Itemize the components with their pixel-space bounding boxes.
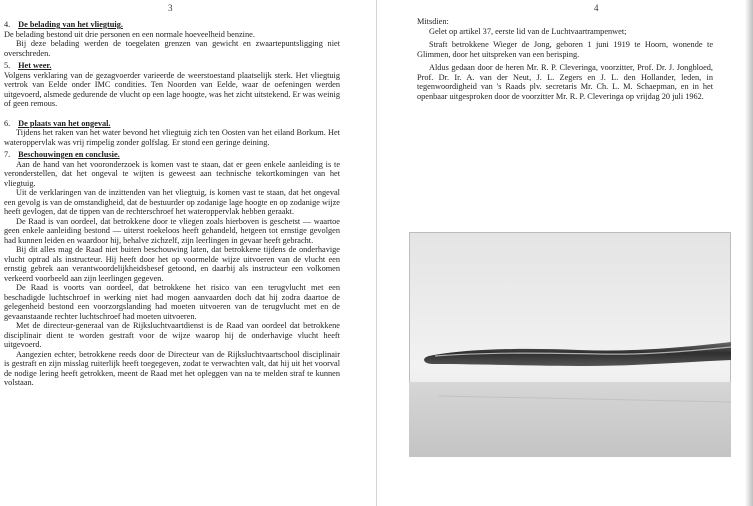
page-number: 3 xyxy=(168,3,173,13)
section-number: 4. xyxy=(4,20,11,29)
left-text-column xyxy=(4,17,340,388)
paragraph: De Raad is van oordeel, dat betrokkene door te vliegen zoals hierboven is geschetst — waartoe geen enkele aanleiding bestond — uiterst roekeloos heeft gehandeld, hetgeen tot ernstige gevolgen had kunnen leiden en waardoor hij, behalve zichzelf, zijn leerlingen in gevaar heeft gebracht. xyxy=(4,216,340,245)
right-text-column xyxy=(417,17,713,101)
section-title: De plaats van het ongeval. xyxy=(18,118,111,128)
left-page xyxy=(0,0,376,506)
paragraph: Aangezien echter, betrokkene reeds door de Directeur van de Rijksluchtvaartschool disciplinair is gestraft en zijn misslag ruiterlijk heeft toegegeven, zodat te verwachten valt, dat hij uit het voorval de nodige lering heeft getrokken, meent de Raad met het opleggen van na te melden straf te kunnen volstaan. xyxy=(4,349,340,387)
paragraph: Gelet op artikel 37, eerste lid van de Luchtvaartrampenwet; xyxy=(429,26,627,36)
propeller-photo xyxy=(409,232,731,457)
paragraph: De Raad is voorts van oordeel, dat betrokkene het risico van een terugvlucht met een beschadigde luchtschroef in werking niet had mogen aanvaarden doch dat hij zodra daartoe de gelegenheid bestond een voorzorgslanding had moeten uitvoeren van de terugvlucht met en de gevaanstaande rechter luchtschroef had moeten uitvoeren. xyxy=(4,283,340,321)
section-title: Beschouwingen en conclusie. xyxy=(18,150,120,159)
paragraph: Met de directeur-generaal van de Rijksluchtvaartdienst is de Raad van oordeel dat betrokkene disciplinair dient te worden gestraft voor de wijze waarop hij de onderhavige vlucht heeft uitgevoerd. xyxy=(4,321,340,349)
section-heading xyxy=(4,61,340,71)
paragraph: Tijdens het raken van het water bevond het vliegtuig zich ten Oosten van het eiland Borkum. Het wateroppervlak was vrij rimpelig zonder golfslag. Er stond een geringe deining. xyxy=(4,128,340,147)
propeller-blade-icon xyxy=(409,232,731,457)
paragraph: Straft betrokkene Wieger de Jong, geboren 1 juni 1919 te Hoorn, wonende te Glimmen, door het uitspreken van een berisping. xyxy=(417,40,713,59)
right-page xyxy=(377,0,753,506)
section-title: Het weer. xyxy=(18,61,52,70)
paragraph: De belading bestond uit drie personen en een normale hoeveelheid benzine. xyxy=(4,29,255,39)
paragraph: Aan de hand van het vooronderzoek is komen vast te staan, dat er geen enkele aanleiding is te veronderstellen, dat het ongeval te wijten is geweest aan technische tekortkomingen van het vliegtuig. xyxy=(4,159,340,188)
page-number: 4 xyxy=(594,3,599,13)
paragraph: Bij dit alles mag de Raad niet buiten beschouwing laten, dat betrokkene tijdens de onderhavige vlucht optrad als instructeur. Hij heeft door het op voormelde wijze uitvoeren van de vlucht een ernstig gebrek aan verantwoordelijkheidsbesef getoond, en daarbij als instructeur een volkomen verkeerd voorbeeld aan zijn leerlingen gegeven. xyxy=(4,245,340,283)
paragraph: Uit de verklaringen van de inzittenden van het vliegtuig, is komen vast te staan, dat het ongeval een gevolg is van de omstandigheid, dat de bestuurder op zodanige lage hoogte en op zodanige wijze heeft gevlogen, dat de tippen van de rechterschroef het wateroppervlak hebben geraakt. xyxy=(4,188,340,216)
section-title: De belading van het vliegtuig. xyxy=(18,20,123,29)
section-heading xyxy=(4,150,340,160)
paragraph: Volgens verklaring van de gezagvoerder varieerde de weerstoestand plaatselijk sterk. Het vliegtuig vertrok van Eelde onder IMC condities. Ten Noorden van Eelde, waar de oefeningen werden uitgevoerd, alsmede gedurende de vlucht op een lage hoogte, was het zicht uitstekend. Er was weinig of geen remous. xyxy=(4,70,340,108)
section-number: 5. xyxy=(4,61,11,70)
section-heading xyxy=(4,119,340,129)
section-heading xyxy=(4,20,340,30)
paragraph: Bij deze belading werden de toegelaten grenzen van gewicht en zwaartepuntsligging niet overschreden. xyxy=(4,39,340,58)
section-number: 6. xyxy=(4,118,11,128)
section-number: 7. xyxy=(4,150,11,159)
paragraph: Mitsdien: xyxy=(417,17,449,26)
paragraph: Aldus gedaan door de heren Mr. R. P. Cleveringa, voorzitter, Prof. Dr. J. Jongbloed, Prof. Dr. Ir. A. van der Neut, J. L. Zegers en J. L. den Hollander, leden, in tegenwoordigheid van 's Raads plv. secretaris Mr. Ch. L. M. Schaepman, en in het openbaar uitgesproken door de voorzitter Mr. R. P. Cleveringa op vrijdag 20 juli 1962. xyxy=(417,63,713,101)
page-edge-shadow xyxy=(745,0,753,506)
